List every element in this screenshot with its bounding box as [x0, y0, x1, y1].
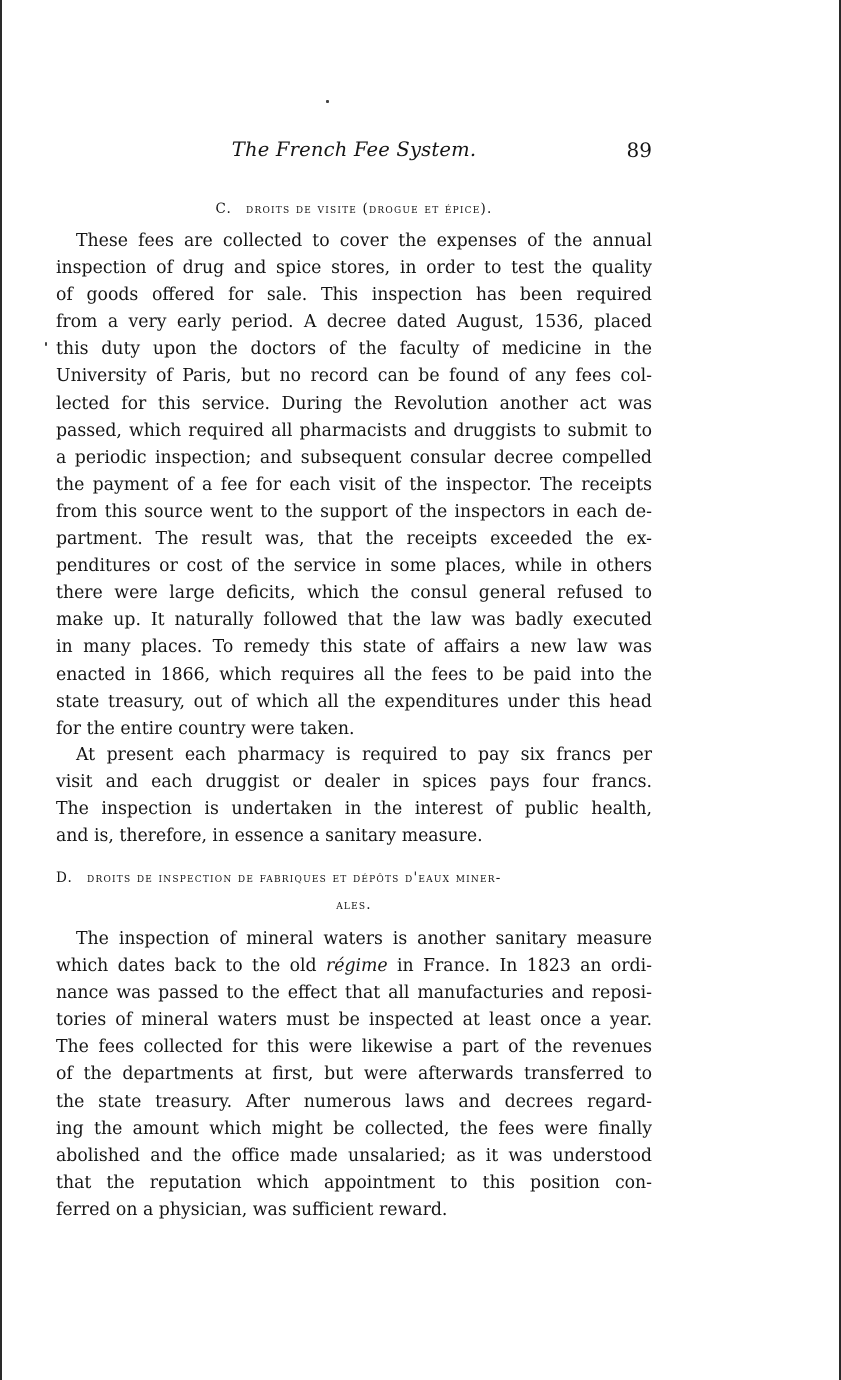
text-line: The inspection of mineral waters is another sanitary measure: [76, 929, 652, 949]
text-line: The fees collected for this were likewise a part of the revenues: [56, 1037, 652, 1058]
text-line: University of Paris, but no record can be found of any fees col-: [56, 366, 652, 387]
text-line: These fees are collected to cover the expenses of the annual: [76, 231, 652, 251]
text-line: visit and each druggist or dealer in spices pays four francs.: [56, 772, 652, 793]
section-d-title: droits de inspection de fabriques et dépôts d'eaux miner-: [87, 870, 502, 886]
section-c-paragraph-2: [56, 742, 652, 850]
section-d-heading: [56, 865, 652, 919]
section-c-paragraph-1: [56, 228, 652, 743]
text-line: tories of mineral waters must be inspected at least once a year.: [56, 1010, 652, 1031]
text-line: passed, which required all pharmacists and druggists to submit to: [56, 420, 652, 441]
text-fragment: in France. In 1823 an ordi-: [387, 956, 652, 977]
section-d-paragraph: [56, 926, 652, 1224]
text-line: partment. The result was, that the receipts exceeded the ex-: [56, 529, 652, 550]
text-line: make up. It naturally followed that the law was badly executed: [56, 610, 652, 631]
text-line: ferred on a physician, was sufficient reward.: [56, 1199, 448, 1220]
text-line: inspection of drug and spice stores, in order to test the quality: [56, 258, 652, 279]
scan-speck: [45, 342, 47, 346]
text-line: from a very early period. A decree dated August, 1536, placed: [56, 312, 652, 333]
text-line: ing the amount which might be collected, the fees were finally: [56, 1118, 652, 1139]
page-header: [56, 138, 652, 170]
section-d-title-continued: ales.: [336, 897, 372, 913]
running-title: The French Fee System.: [231, 138, 477, 161]
text-line: of goods offered for sale. This inspection has been required: [56, 285, 652, 306]
text-line: and is, therefore, in essence a sanitary measure.: [56, 826, 483, 847]
text-line: The inspection is undertaken in the interest of public health,: [56, 799, 652, 820]
text-line: in many places. To remedy this state of affairs a new law was: [56, 637, 652, 658]
section-d-label: D.: [56, 870, 74, 886]
text-line: abolished and the office made unsalaried; as it was understood: [56, 1145, 652, 1166]
text-line: At present each pharmacy is required to pay six francs per: [76, 745, 652, 765]
italic-word: régime: [325, 956, 388, 977]
text-line: [56, 953, 652, 980]
text-line: of the departments at first, but were afterwards transferred to: [56, 1064, 652, 1085]
text-line: state treasury, out of which all the expenditures under this head: [56, 691, 652, 712]
text-line: there were large deficits, which the consul general refused to: [56, 583, 652, 604]
text-line: from this source went to the support of the inspectors in each de-: [56, 501, 652, 522]
text-line: the payment of a fee for each visit of the inspector. The receipts: [56, 474, 652, 495]
text-line: lected for this service. During the Revolution another act was: [56, 393, 652, 414]
text-line: a periodic inspection; and subsequent consular decree compelled: [56, 447, 652, 468]
text-line: the state treasury. After numerous laws and decrees regard-: [56, 1091, 652, 1112]
text-line: penditures or cost of the service in some places, while in others: [56, 556, 652, 577]
scan-speck: [326, 100, 329, 103]
text-line: nance was passed to the effect that all manufacturies and reposi-: [56, 983, 652, 1004]
text-line: that the reputation which appointment to this position con-: [56, 1172, 652, 1193]
text-line: this duty upon the doctors of the faculty of medicine in the: [56, 339, 652, 360]
section-c-label: C.: [215, 201, 233, 217]
left-scan-edge: [0, 0, 2, 1380]
text-line: enacted in 1866, which requires all the fees to be paid into the: [56, 664, 652, 685]
text-line: for the entire country were taken.: [56, 718, 355, 739]
section-c-title: droits de visite (drogue et épice).: [246, 201, 493, 217]
text-fragment: which dates back to the old: [56, 956, 326, 977]
section-c-heading: [56, 196, 652, 222]
page-number: 89: [626, 138, 652, 162]
